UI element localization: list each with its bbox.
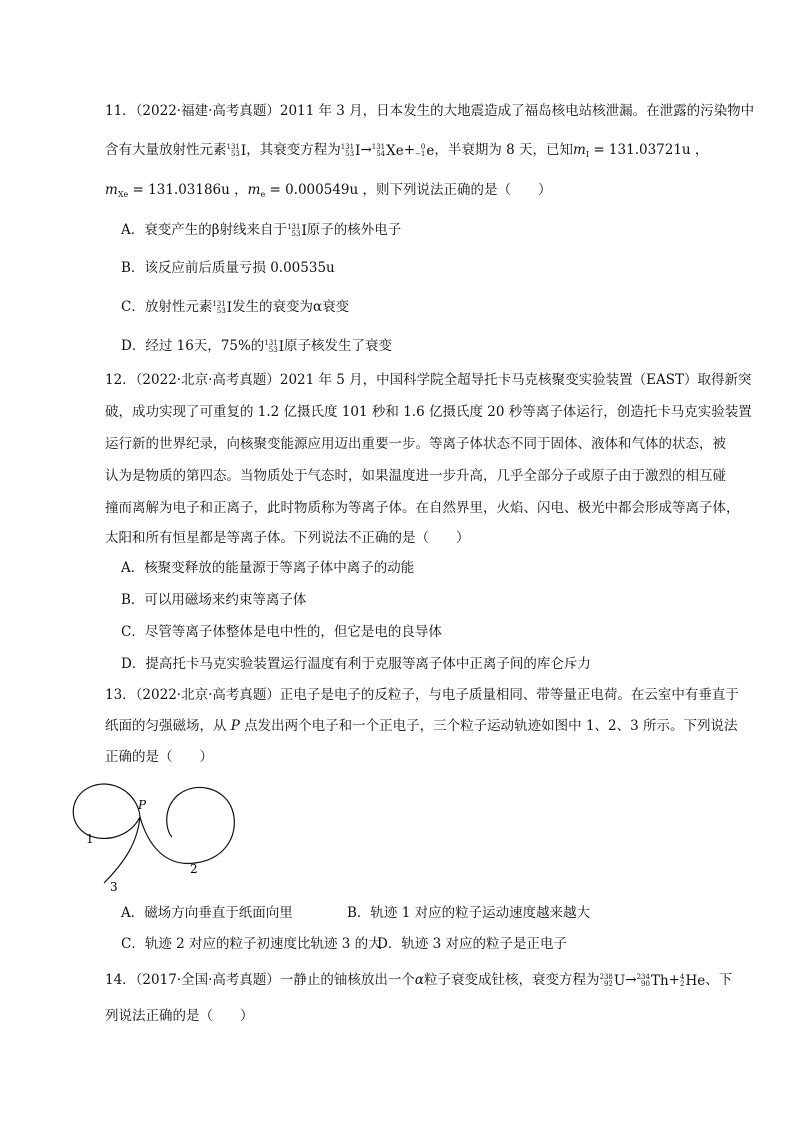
mass-value: = 131.03721u ， [589, 142, 709, 158]
plus: + [668, 972, 680, 988]
q11-line1: 11．（2022·福建·高考真题）2011 年 3 月，日本发生的大地震造成了福岛核电站核泄漏。在泄露的污染物中 [105, 103, 755, 119]
figure-label-2: 2 [190, 862, 198, 876]
q12-line: 运行新的世界纪录，向核聚变能源应用迈出重要一步。等离子体状态不同于固体、液体和气体的状态，被 [105, 436, 726, 452]
mass-value: = 131.03186u ， [128, 182, 248, 198]
trajectory-3 [104, 817, 140, 883]
nuclide-electron: 0 −1 e [415, 142, 435, 159]
trajectory-2 [140, 787, 234, 863]
arrow: → [360, 142, 372, 158]
q12-line: 认为是物质的第四态。当物质处于气态时，如果温度进一步升高，几乎全部分子或原子由于激烈的相互碰 [105, 468, 726, 484]
q11-option-b: B．该反应前后质量亏损 0.00535u [121, 260, 335, 276]
mass-value: = 0.000549u ，则下列说法正确的是（ ） [265, 182, 552, 198]
arrow: → [625, 972, 637, 988]
nuclide-I131: 131 53 I [340, 142, 361, 159]
figure-label-3: 3 [110, 880, 118, 894]
mass-symbol: m [247, 182, 261, 198]
q13-line1: 13．（2022·北京·高考真题）正电子是电子的反粒子，与电子质量相同、带等量正电荷。在云室中有垂直于 [105, 687, 739, 703]
alpha-symbol: α [414, 972, 424, 988]
q13-option-a: A．磁场方向垂直于纸面向里 [121, 905, 293, 921]
q12-line: 太阳和所有恒星都是等离子体。下列说法不正确的是（ ） [105, 530, 470, 546]
q12-option-c: C．尽管等离子体整体是电中性的，但它是电的良导体 [121, 624, 442, 640]
q14-line2: 列说法正确的是（ ） [105, 1008, 254, 1024]
q11-text: 含有大量放射性元素 [105, 142, 227, 158]
nuclide-Xe131: 131 54 Xe [371, 142, 404, 159]
q11-option-a: A．衰变产生的β射线来自于 131 53 I原子的核外电子 [121, 222, 402, 239]
plus: + [403, 142, 416, 158]
nuclide-U238: 238 92 U [599, 972, 626, 989]
mass-symbol: m [105, 182, 118, 198]
q13-option-c: C．轨迹 2 对应的粒子初速度比轨迹 3 的大 [121, 936, 382, 952]
q12-line: 破，成功实现了可重复的 1.2 亿摄氏度 101 秒和 1.6 亿摄氏度 20 秒等离子体运行，创造托卡马克实验装置 [105, 404, 752, 420]
trajectory-1 [73, 784, 140, 838]
q14-line1: 14．（2017·全国·高考真题）一静止的铀核放出一个α粒子衰变成钍核，衰变方程为 238 92 U→ 234 90 Th+ 4 2 He、下 [105, 972, 733, 989]
q11-option-d: D．经过 16天，75%的 131 53 I原子核发生了衰变 [121, 338, 393, 355]
q11-text: ，其衰变方程为 [246, 142, 341, 158]
figure-label-p: P [138, 798, 147, 812]
q11-line3 [105, 180, 551, 205]
trajectory-figure [60, 775, 260, 895]
q12-line: 12．（2022·北京·高考真题）2021 年 5 月，中国科学院全超导托卡马克核聚变实验装置（EAST）取得新突 [105, 372, 752, 388]
q12-option-a: A．核聚变释放的能量源于等离子体中离子的动能 [121, 560, 415, 576]
q13-line3: 正确的是（ ） [105, 749, 213, 765]
q13-option-d: D．轨迹 3 对应的粒子是正电子 [377, 936, 567, 952]
q12-option-b: B．可以用磁场来约束等离子体 [121, 592, 307, 608]
nuclide-I131: 131 53 I [226, 142, 247, 159]
mass-subscript: Xe [117, 190, 129, 199]
mass-subscript: I [585, 150, 590, 159]
q11-line2 [105, 140, 708, 165]
figure-label-1: 1 [86, 832, 94, 846]
q13-option-b: B．轨迹 1 对应的粒子运动速度越来越大 [347, 905, 591, 921]
q13-line2: 纸面的匀强磁场，从 P 点发出两个电子和一个正电子，三个粒子运动轨迹如图中 1、2、3 所示。下列说法 [105, 718, 738, 734]
point-p-label: P [230, 718, 240, 734]
q12-option-d: D．提高托卡马克实验装置运行温度有利于克服等离子体中正离子间的库仑斥力 [121, 656, 591, 672]
q11-option-c: C．放射性元素 131 53 I发生的衰变为α衰变 [121, 299, 350, 316]
q12-line: 撞而离解为电子和正离子，此时物质称为等离子体。在自然界里，火焰、闪电、极光中都会形成等离子体， [105, 500, 740, 516]
mass-subscript: e [260, 190, 266, 199]
nuclide-Th234: 234 90 Th [636, 972, 669, 989]
mass-symbol: m [573, 142, 586, 158]
nuclide-He4: 4 2 He [679, 972, 706, 989]
q11-text: ，半衰期为 8 天，已知 [434, 142, 574, 158]
